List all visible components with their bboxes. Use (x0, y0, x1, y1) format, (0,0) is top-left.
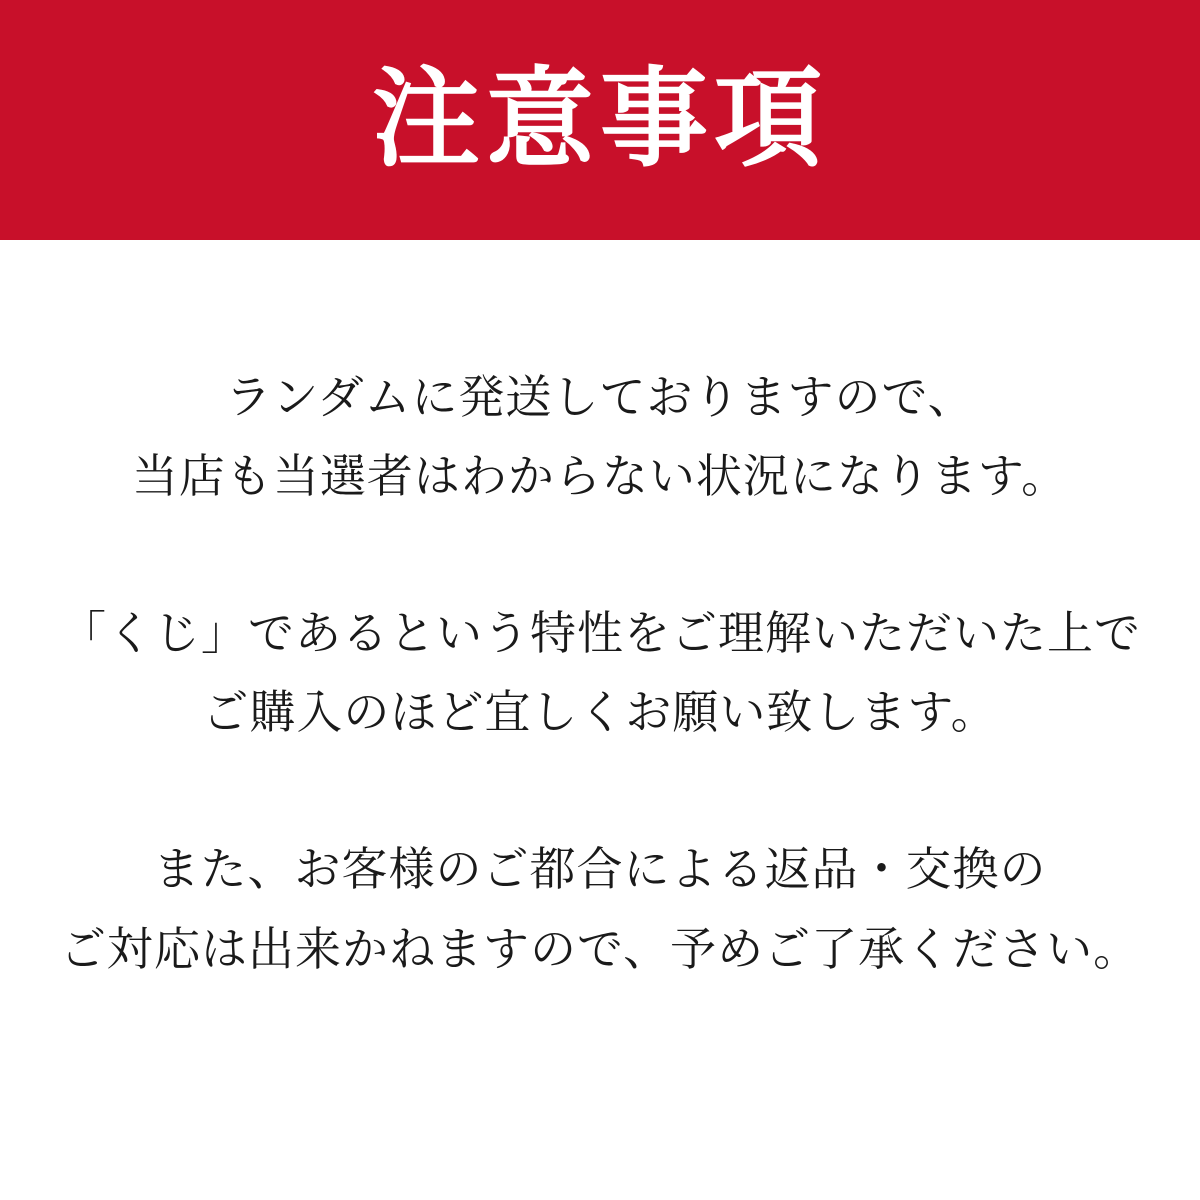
notice-paragraph-1-line-2: 当店も当選者はわからない状況になります。 (131, 450, 1069, 503)
header-banner (0, 0, 1200, 240)
notice-body (0, 240, 1200, 1200)
notice-paragraph-2 (60, 594, 1140, 752)
page-title: 注意事項 (371, 56, 828, 182)
notice-paragraph-2-line-2: ご購入のほど宜しくお願い致します。 (202, 686, 998, 739)
notice-paragraph-2-line-1: 「くじ」であるという特性をご理解いただいた上で (60, 607, 1141, 660)
notice-paragraph-3-line-2: ご対応は出来かねますので、予めご了承ください。 (60, 922, 1141, 975)
notice-paragraph-1 (60, 358, 1140, 516)
notice-paragraph-3-line-1: また、お客様のご都合による返品・交換の (153, 843, 1047, 896)
notice-paragraph-1-line-1: ランダムに発送しておりますので、 (225, 371, 975, 423)
notice-paragraph-3 (60, 830, 1140, 988)
